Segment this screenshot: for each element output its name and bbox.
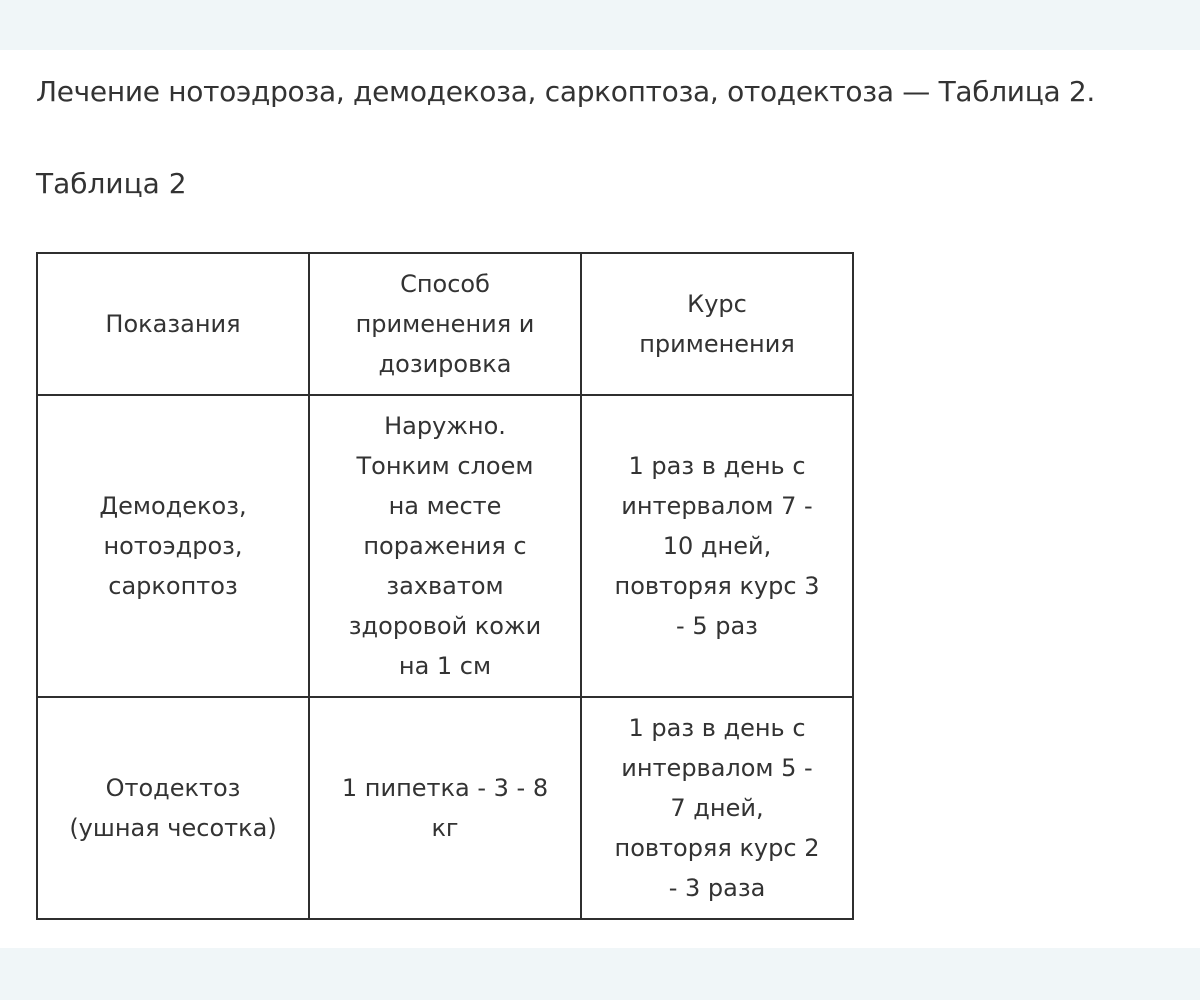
table-row	[37, 697, 853, 919]
header-indications-text: Показания	[105, 310, 241, 338]
header-method-text: Способ применения и дозировка	[355, 270, 535, 378]
table-cell	[309, 395, 581, 697]
header-course-text: Курс применения	[639, 290, 795, 358]
header-cell-course	[581, 253, 853, 395]
cell-text: 1 раз в день с интервалом 7 - 10 дней, повторяя курс 3 - 5 раз	[614, 452, 820, 640]
cell-text: Отодектоз (ушная чесотка)	[69, 774, 277, 842]
table-header-row	[37, 253, 853, 395]
treatment-table	[36, 252, 854, 920]
intro-paragraph: Лечение нотоэдроза, демодекоза, саркоптоза, отодектоза — Таблица 2.	[36, 75, 1096, 108]
cell-text: Наружно. Тонким слоем на месте поражения с захватом здоровой кожи на 1 см	[348, 412, 542, 680]
table-cell	[37, 697, 309, 919]
cell-text: Демодекоз, нотоэдроз, саркоптоз	[99, 492, 247, 600]
table-cell	[37, 395, 309, 697]
cell-text: 1 пипетка - 3 - 8 кг	[341, 774, 549, 842]
table-row	[37, 395, 853, 697]
header-cell-method	[309, 253, 581, 395]
table-cell	[309, 697, 581, 919]
table-cell	[581, 395, 853, 697]
table-caption: Таблица 2	[36, 167, 187, 200]
table-cell	[581, 697, 853, 919]
cell-text: 1 раз в день с интервалом 5 - 7 дней, повторяя курс 2 - 3 раза	[614, 714, 820, 902]
header-cell-indications	[37, 253, 309, 395]
